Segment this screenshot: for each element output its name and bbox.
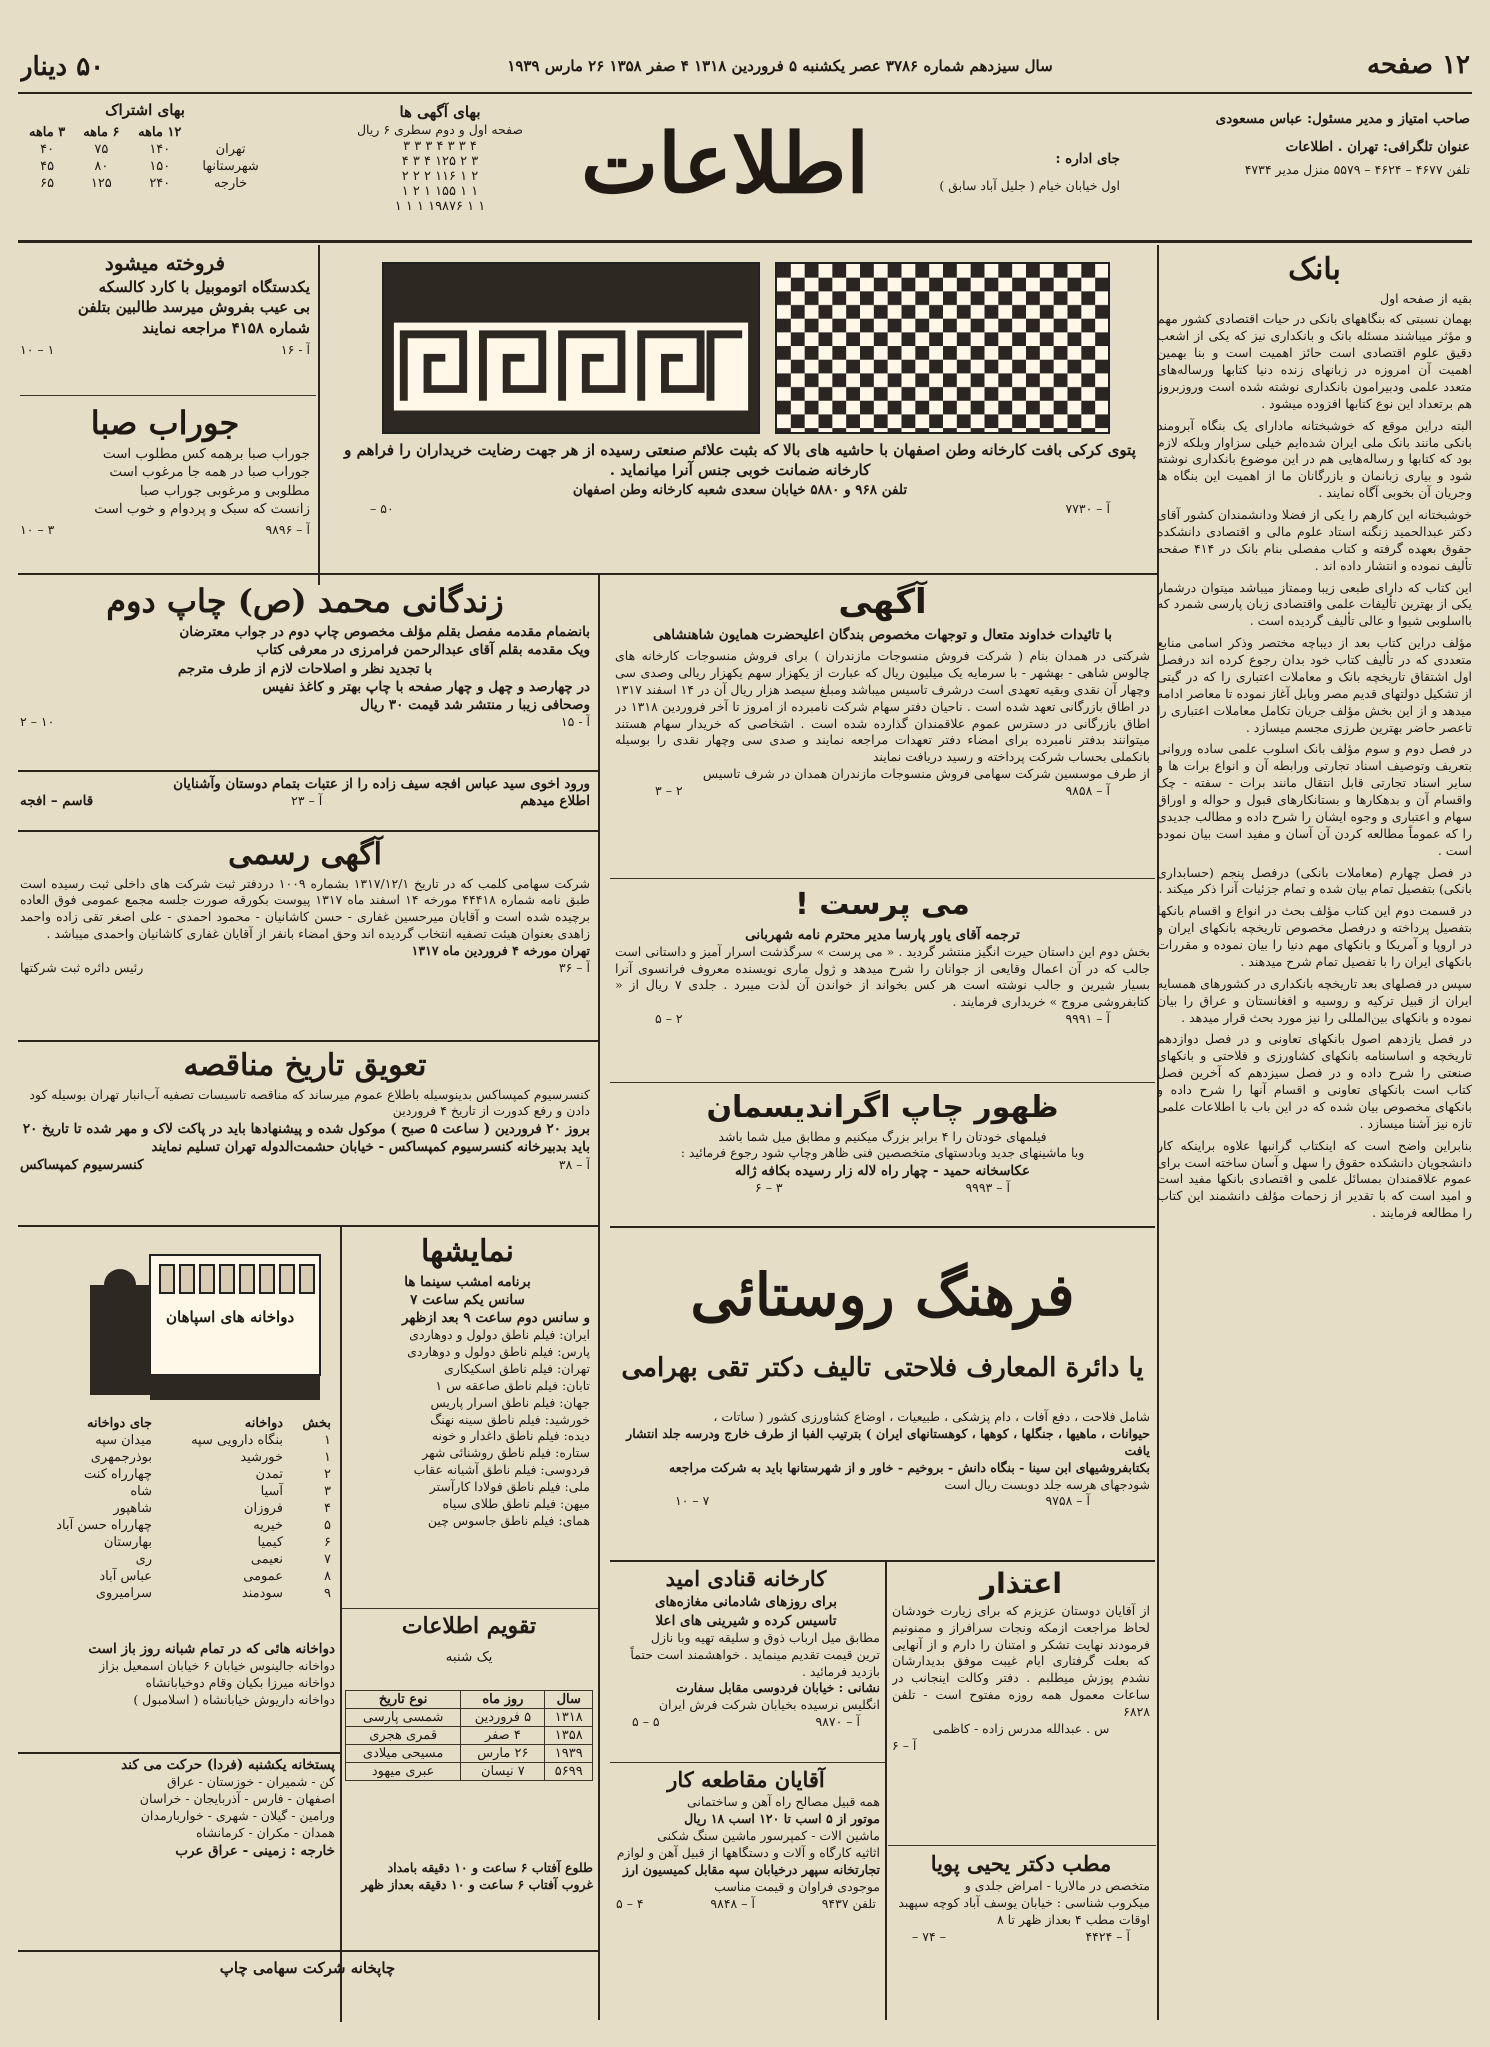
pharmacy-cell: کیمیا	[257, 1535, 284, 1550]
pharmacy-cell: فروزان	[243, 1501, 284, 1516]
pharmacy-cell: تمدن	[255, 1467, 284, 1482]
pharmacy-cell: سودمند	[241, 1586, 284, 1601]
taqvim-table	[345, 1690, 593, 1860]
masthead-bottom-rule	[18, 240, 1472, 243]
taqvim-cell: ۱۹۳۹	[545, 1745, 593, 1763]
pharmacy-cell: خورشید	[240, 1450, 284, 1465]
subs-row	[20, 175, 270, 192]
taqvim-row	[346, 1745, 593, 1763]
pharmacy-cell: ری	[135, 1552, 153, 1567]
pharmacy-cell: عمومی	[243, 1569, 284, 1584]
subs-cell: خارجه	[213, 176, 248, 192]
subs-cell: تهران	[215, 142, 246, 158]
pharmacy-row	[20, 1500, 335, 1517]
price: ۵۰ دینار	[20, 52, 105, 82]
pharmacy-cell: نعیمی	[250, 1552, 284, 1567]
printer-footer: چاپخانه شرکت سهامی چاپ	[219, 1959, 396, 1977]
divider	[888, 1845, 1156, 1846]
ad-rate-row: ۴ ۳ ۳ ۴ ۳ ۳ ۳	[403, 139, 477, 155]
namayeshha: نمایشها برنامه امشب سینما ها سانس یکم ساعت ۷ و سانس دوم ساعت ۹ بعد ازظهر ایران: فیلم ناطق دولول و دوهاردی پارس: فیلم ناطق دولول و دوهاردی تهران: فیلم ناطق اسکیکاری تابان: فیلم ناطق صاعقه س ۱ جهان: فیلم ناطق اسرار پاریس خورشید: فیلم ناطق سینه نهنگ دیده: فیلم ناطق داغدار و خونه ستاره: فیلم ناطق روشنائی شهر فردوسی: فیلم ناطق آشیانه عقاب ملی: فیلم ناطق فولادا کارآستر میهن: فیلم ناطق طلای سیاه همای: فیلم ناطق جاسوس چین	[345, 1232, 590, 1604]
divider	[18, 830, 598, 832]
taqvim-cell: ۲۶ مارس	[461, 1745, 545, 1763]
pharmacy-cell: شاهپور	[113, 1501, 153, 1516]
pharmacy-cell: ۷	[324, 1552, 331, 1567]
matab-ad: مطب دکتر یحیی پویا متخصص در مالاریا - امراض جلدی و میکروب شناسی : خیابان یوسف آباد کوچه سپهبد اوقات مطب ۴ بعداز ظهر تا ۸ آ – ۴۴۲۴ – ۷۴ –	[898, 1851, 1150, 1944]
subs-cell: ۱۴۰	[149, 142, 171, 158]
pharmacy-row	[20, 1517, 335, 1534]
pharmacy-table	[20, 1415, 335, 1640]
col-rule-4	[885, 1562, 887, 2020]
pharmacy-cell: چهارراه کنت	[84, 1467, 153, 1482]
section-rule	[18, 573, 1158, 575]
pharmacy-illustration: دواخانه های اسپاهان	[80, 1245, 325, 1405]
subs-cell: ۶۵	[40, 176, 55, 192]
taqvim-cell: ۴ صفر	[461, 1727, 545, 1745]
taqvim-cell: ۵ فروردین	[461, 1709, 545, 1727]
bank-title: بانک	[1288, 252, 1341, 287]
qannadi-ad: کارخانه قنادی امید برای روزهای شادمانی مغازه‌های تاسیس کرده و شیرینی های اعلا مطابق میل ارباب ذوق و سلیقه تهیه وبا نازل ترین قیمت تقدیم مینماید . خواهشمند است حتماً بازدید فرمائید . نشانی : خیابان فردوسی مقابل سفارت انگلیس نرسیده بخیابان شرکت فرش ایران آ – ۹۸۷۰ ۵ – ۵	[630, 1566, 880, 1730]
page-number	[1320, 48, 1470, 88]
taqvim-cell: ۱۳۱۸	[545, 1709, 593, 1727]
vorud-notice: ورود اخوی سید عباس افجه سیف زاده را از عتبات بتمام دوستان وآشنایان اطلاع میدهم آ – ۲۳ قاسم – افجه	[20, 776, 590, 810]
pharmacy-row	[20, 1585, 335, 1602]
divider	[610, 1082, 1155, 1083]
divider	[18, 770, 598, 772]
cinema-listing: ملی: فیلم ناطق فولادا کارآستر	[429, 1479, 590, 1495]
pharmacy-cell: سرامیروی	[95, 1586, 153, 1601]
subs-cell: ۴۰	[40, 142, 55, 158]
divider	[610, 878, 1155, 879]
pharmacy-header: بخش	[302, 1416, 331, 1431]
pharmacy-cell: ۶	[324, 1535, 331, 1550]
cinema-listing: فردوسی: فیلم ناطق آشیانه عقاب	[413, 1462, 590, 1478]
blanket-pattern-meander	[382, 262, 760, 434]
bank-paragraph: در فصل دوم و سوم مؤلف بانک اسلوب علمی ساده وروانی بتعریف وتوصیف اسناد تجارتی ورابطه آن و انواع برات ها و سایر اسناد تجارتی قابل انتقال مانند برات - سفته - چک واقسام آن و بدهکارها و بستانکارهای قبول و حواله و اوراق سهام و اعتباری و وجوه ایشان را شرح داده و مطالب جدیدی را که عموماً مطالعه کردن آن آسان و مفید است بیان نموده است .	[1157, 741, 1472, 858]
pharmacy-cell: عباس آباد	[99, 1569, 153, 1584]
pharmacy-row	[20, 1483, 335, 1500]
cinema-listing: جهان: فیلم ناطق اسرار پاریس	[430, 1394, 590, 1410]
taqvim-cell: عبری میهود	[346, 1763, 461, 1781]
zendegani-ad: زندگانی محمد (ص) چاپ دوم بانضمام مقدمه مفصل بقلم مؤلف مخصوص چاپ دوم در جواب معترضان ویک مقدمه بقلم آقای عبدالرحمن فرامرزی در معرفی کتاب با تجدید نظر و اصلاحات لازم از طرف مترجم در چهارصد و چهل و چهار صفحه با چاپ بهتر و کاغذ نفیس وصحافی زیبا ر منتشر شد قیمت ۳۰ ریال آ - ۱۵ ۱۰ – ۲	[20, 582, 590, 730]
taqvim: تقویم اطلاعات یک شنبه	[401, 1613, 537, 1665]
divider	[20, 395, 316, 396]
pharmacy-cell: بوذرجمهری	[90, 1450, 153, 1465]
pharmacy-open: دواخانه هائی که در تمام شبانه روز باز است دواخانه جالینوس خیابان ۶ خیابان اسمعیل بزاز دواخانه میرزا بکیان وقام دوخیابانشاه دواخانه داریوش خیابانشاه ( اسلامبول )	[88, 1641, 335, 1707]
taqvim-sun: طلوع آفتاب ۶ ساعت و ۱۰ دقیقه بامداد غروب آفتاب ۶ ساعت و ۱۰ دقیقه بعداز ظهر	[361, 1860, 593, 1892]
farhang-ad: فرهنگ روستائی یا دائرة المعارف فلاحتی تالیف دکتر تقی بهرامی شامل فلاحت ، دفع آفات ، دام پزشکی ، طبیعیات ، اوضاع کشاورزی کشور ( ساتات ، حیوانات ، ماهیها ، جنگلها ، کوهها ، کوهستانهای ایران ) بترتیب الفبا از طرف خارج ودرسه جلد انتشار یافت بکتابفروشیهای ابن سینا - بنگاه دانش - بروخیم - خاور و از شهرستانها باید به شرکت مراجعه شودجهای هرسه جلد دوبست ریال است آ – ۹۷۵۸ ۷ – ۱۰	[621, 1261, 1150, 1509]
subs-header	[191, 124, 270, 141]
bank-paragraph: در فصل یازدهم اصول بانکهای تعاونی و در فصل دوازدهم تاریخچه و اساسنامه بانکهای کشاورزی و فلاحتی و بانکهای صنعتی را شرح داده و در فصل سیزدهم که آخرین فصل کتاب است بانکهای تعاونی و اقسام آنها را شرح داده و بانکهای مخصوص بیان شده که در این باب با اطلاعات علمی تازه نیز آشنا میسازد .	[1157, 1031, 1472, 1131]
cinema-listing: پارس: فیلم ناطق دولول و دوهاردی	[407, 1344, 590, 1360]
blanket-pattern-checker	[775, 262, 1110, 434]
pharmacy-cell: ۳	[324, 1484, 331, 1499]
bank-paragraph: بهمان نسبتی که بنگاههای بانکی در حیات اقتصادی کشور مهم و مؤثر میباشند مسئله بانک و بانکداری نیز که یکی از اشعب دقیق علوم اقتصادی است حائز اهمیت است و بنا بهمین اهمیت آن امروزه در زبانهای زنده دنیا کتابها ورساله‌های متعدد علمی ودبیرامون بانکداری نوشته شده است وروزبروز هم برتعداد این نوع کتابها افزوده میشود .	[1157, 311, 1472, 411]
divider	[610, 1226, 1155, 1228]
taqvim-cell: مسیحی میلادی	[346, 1745, 461, 1763]
pharmacy-cell: ۴	[324, 1501, 331, 1516]
col-rule-2	[318, 245, 320, 585]
ad-rate-row: ۳ ۲ ۱۲۵ ۴ ۳ ۴	[401, 154, 479, 170]
bank-paragraph: البته دراین موقع که خوشبختانه مادارای یک بنگاه آبرومند بانکی مانند بانک ملی ایران شده‌ایم خیلی سزاوار وبلکه لازم بود که کتابها و رساله‌هایی هم در این موضوع بانکداری نوشته شود و بیاری زبانمان و بازرگانان ما از اهمیت این بنگاه ها وجریان آن بخوبی آگاه نمایند .	[1157, 417, 1472, 501]
taqvim-header: روز ماه	[461, 1691, 545, 1709]
agahi-rasmi: آگهی رسمی شرکت سهامی کلمب که در تاریخ ۱۳۱۷/۱۲/۱ بشماره ۱۰۰۹ دردفتر ثبت شرکت های داخلی ثبت رسیده است طبق نامه شماره ۴۴۴۱۸ مورخه ۱۴ اسفند ماه ۱۳۱۷ پیوست بکورقه صورت جلسه مجمع عمومی فوق العاده برچیده شده است و آقایان میرحسین غفاری - حسن کاشانیان - محمود احمدی - علی اصغر تقی زاده واحمد زاهدی بعنوان هیئت تصفیه انتخاب گردیده اند وحق امضاء بانفر از آقایان غفاری کاشانیان واحمدی میباشد . تهران مورخه ۴ فروردین ماه ۱۳۱۷ آ – ۳۶ رئیس دائره ثبت شرکتها	[20, 837, 590, 975]
forokhte-ad: فروخته میشود یکدستگاه اتوموبیل با کارد کالسکه بی عیب بفروش میرسد طالبین بتلفن شماره ۴۱۵۸ مراجعه نمایند آ - ۱۶ ۱ – ۱۰	[20, 251, 310, 357]
pharmacy-cell: ۲	[324, 1467, 331, 1482]
office: جای اداره : اول خیابان خیام ( جلیل آباد سابق )	[939, 151, 1120, 194]
pharmacy-row	[20, 1466, 335, 1483]
ad-rate-row: ۱ ۱ ۱۵۵ ۱ ۲ ۱	[401, 184, 479, 200]
moqatee-ad: آقایان مقاطعه کار همه قبیل مصالح راه آهن و ساختمانی موتور از ۵ اسب تا ۱۲۰ اسب ۱۸ ریال ماشین الات - کمپرسور ماشین سنگ شکنی اثاثیه کارگاه و آلات و دستگاهها از قبیل آهن و لوازم تجارتخانه سپهر درخیابان سپه مقابل کمیسیون ارز موجودی فراوان و قیمت مناسب تلفن ۹۴۳۷ آ – ۹۸۴۸ ۴ – ۵	[616, 1767, 880, 1911]
bank-paragraph: خوشبختانه این کارهم را یکی از فضلا ودانشمندان کشور آقای دکتر عبدالحمید زنگنه استاد علوم مالی و اقتصادی دانشکده حقوق بعهده گرفته و کتاب مفصلی بنام بانک در ۴۱۴ صفحه تألیف نموده و انتشار داده اند .	[1157, 507, 1472, 573]
cinema-listing: تهران: فیلم ناطق اسکیکاری	[444, 1360, 590, 1376]
cinema-listing: خورشید: فیلم ناطق سینه نهنگ	[430, 1411, 590, 1427]
subs-cell: ۷۵	[94, 142, 109, 158]
date-line: سال سیزدهم شماره ۳۷۸۶ عصر یکشنبه ۵ فروردین ۱۳۱۸ ۴ صفر ۱۳۵۸ ۲۶ مارس ۱۹۳۹	[507, 57, 1053, 75]
zohur-ad: ظهور چاپ اگراندیسمان فیلمهای خودتان را ۴ برابر بزرگ میکنیم و مطابق میل شما باشد وبا ماشینهای جدید وبادستهای متخصصین فنی ظاهر وچاپ شود رجوع فرمائید : عکاسخانه حمید - چهار راه لاله زار رسیده بکافه ژاله آ – ۹۹۹۳ ۳ – ۶	[680, 1090, 1085, 1196]
divider	[610, 1560, 1155, 1562]
cinema-listing: همای: فیلم ناطق جاسوس چین	[427, 1512, 590, 1528]
pharmacy-row	[20, 1551, 335, 1568]
subs-cell: ۱۲۵	[90, 176, 112, 192]
pharmacy-cell: ۱	[324, 1433, 331, 1448]
divider	[342, 1608, 598, 1609]
pharmacy-cell: ۵	[324, 1518, 331, 1533]
bank-article: بانک بقیه از صفحه اول بهمان نسبتی که بنگاههای بانکی در حیات اقتصادی کشور مهم و مؤثر میباشند مسئله بانک و بانکداری نیز که یکی از اشعب دقیق علوم اقتصادی است حائز اهمیت است و بنا بهمین اهمیت آن امروزه در زبانهای زنده دنیا کتابها ورساله‌های متعدد علمی ودبیرامون بانکداری نوشته شده است وروزبروز هم برتعداد این نوع کتابها افزوده میشود . البته دراین موقع که خوشبختانه مادارای یک بنگاه آبرومند بانکی مانند بانک ملی ایران شده‌ایم خیلی سزاوار وبلکه لازم بود که کتابها و رساله‌هایی هم در این موضوع بانکداری نوشته شود و بیاری زبانمان و بازرگانان ما از اهمیت این بنگاه ها وجریان آن بخوبی آگاه نمایند . خوشبختانه این کارهم را یکی از فضلا ودانشمندان کشور آقای دکتر عبدالحمید زنگنه استاد علوم مالی و اقتصادی دانشکده حقوق بعهده گرفته و کتاب مفصلی بنام بانک در ۴۱۴ صفحه تألیف نموده و انتشار داده اند . این کتاب که دارای طبعی زیبا وممتاز میباشد میتوان درشمار یکی از بهترین تألیفات علمی واقتصادی زبان پارسی شمرد که بااسلوبی شیوا و عالی تألیف گردیده است . مؤلف دراین کتاب بعد از دیباچه مختصر وذکر اسامی منابع متعددی که در تألیف کتاب خود بدان رجوع کرده اند درفصل اول اشتقاق تاریخچه بانک و معاملات اعتباری را که در گیتی از تشکیل دولتهای قدیم مصر وبابل آغاز نموده تا معاصر ادامه میدهد و از این بخش مؤلف جریان تکامل معاملات اعتباری را تاعصر حاضر بهترین طرزی مجسم میسازد . در فصل دوم و سوم مؤلف بانک اسلوب علمی ساده وروانی بتعریف وتوصیف اسناد تجارتی ورابطه آن و انواع برات ها و سایر اسناد تجارتی قابل انتقال مانند برات - سفته - چک واقسام آن و بدهکارها و بستانکارهای قبول و حواله و اوراق سهام و اعتباری و وجوه ایشان را شرح داده و مطالب جدیدی را که عموماً مطالعه کردن آن آسان و مفید است بیان نموده است . در فصل چهارم (معاملات بانکی) درفصل پنجم (حسابداری بانکی) بتفصیل تمام بیان شده و تمام جزئیات آنرا ذکر میکند . در قسمت دوم این کتاب مؤلف بحث در انواع و اقسام بانکها بتفصیل پرداخته و درفصل مخصوص تاریخچه بانکهای ایران و در اروپا و آمریکا و بانکهای مهم دنیا را بیان نموده و مقررات بانکهای ایران را با تفصیل تمام شرح میدهند . سپس در فصلهای بعد تاریخچه بانکداری در کشورهای همسایه ایران از قبیل ترکیه و روسیه و افغانستان و عراق را بیان نموده و بانکهای بین‌المللی را نیز مورد بحث قرار میدهد . در فصل یازدهم اصول بانکهای تعاونی و در فصل دوازدهم تاریخچه و اساسنامه بانکهای کشاورزی و فلاحتی و بانکهای صنعتی را شرح داده و در فصل سیزدهم که آخرین فصل کتاب است بانکهای تعاونی و اقسام آنها را شرح داده و بانکهای مخصوص بیان شده که در این باب با اطلاعات علمی تازه نیز آشنا میسازد . بنابراین واضح است که اینکتاب گرانبها علاوه براینکه کار دانشجویان دانشکده حقوق را سهل و آسان ساخته است برای عموم علاقمندان بمسائل علمی و اقتصادی بانکها مفید است و امید است که با تقدیر از زحمات مؤلف دانشمند این کتاب را مطالعه فرمایند .	[1157, 252, 1472, 1221]
masthead-top-rule	[18, 92, 1472, 94]
bank-paragraph: سپس در فصلهای بعد تاریخچه بانکداری در کشورهای همسایه ایران از قبیل ترکیه و روسیه و افغانستان و عراق را بیان نموده و بانکهای بین‌المللی را نیز مورد بحث قرار میدهد .	[1157, 975, 1472, 1025]
etezar-ad: اعتذار از آقایان دوستان عزیزم که برای زیارت خودشان لحاظ مراجعت ازمکه ونجات سرافراز و ممنونیم فرمودند نهایت تشکر و امتنان را دارم و از آنهایی که بعلت گرفتاری ایام غیبت موفق بدیدارشان نشدم پوزش میطلبم . دفتر وکالت اینجانب در ساعات معمول همه روزه مفتوح است - تلفن ۶۸۲۸ س . عبدالله مدرس زاده - کاظمی آ – ۶	[892, 1567, 1150, 1753]
patu-ad-text: پتوی کرکی بافت کارخانه وطن اصفهان با حاشیه های بالا که بثبت علائم صنعتی رسیده از هر جهت رضایت خریداران را فراهم و کارخانه ضمانت خوبی جنس آنرا میانماید . تلفن ۹۶۸ و ۵۸۸۰ خیابان سعدی شعبه کارخانه وطن اصفهان آ – ۷۷۳۰ ۵۰ –	[344, 441, 1136, 516]
col-rule-3	[598, 575, 600, 2020]
taqvim-row	[346, 1709, 593, 1727]
taqvim-row	[346, 1763, 593, 1781]
subs-header: ۳ ماهه	[28, 125, 66, 141]
tavigh-ad: تعویق تاریخ مناقصه کنسرسیوم کمپساکس بدینوسیله باطلاع عموم میرساند که مناقصه تاسیسات تصفیه آب‌انبار تهران بوسیله کود دادن و رفع کدورت از تاریخ ۴ فروردین بروز ۲۰ فروردین ( ساعت ۵ صبح ) موکول شده و پیشنهادها باید در پاکت لاک و مهر شده تا تاریخ ۲۰ باید بدبیرخانه کنسرسیوم کمپساکس - خیابان حشمت‌الدوله تهران تسلیم نمایند آ – ۳۸ کنسرسیوم کمپساکس	[20, 1048, 590, 1173]
subs-cell: ۲۴۰	[149, 176, 171, 192]
cinema-listing: دیده: فیلم ناطق داغدار و خونه	[431, 1428, 590, 1444]
pharmacy-cell: میدان سپه	[95, 1433, 153, 1448]
ad-rates: بهای آگهی ها صفحه اول و دوم سطری ۶ ریال ۴ ۳ ۳ ۴ ۳ ۳ ۳ ۳ ۲ ۱۲۵ ۴ ۳ ۴ ۲ ۱ ۱۱۶ ۲ ۲ ۲ ۱ ۱ ۱۵۵ ۱ ۲ ۱ ۱ ۱ ۱۹۸۷۶ ۱ ۱ ۱	[335, 102, 545, 232]
bank-paragraph: در قسمت دوم این کتاب مؤلف بحث در انواع و اقسام بانکها بتفصیل پرداخته و درفصل مخصوص تاریخچه بانکهای ایران و در اروپا و آمریکا و بانکهای مهم دنیا را بیان نموده و مقررات بانکهای ایران را با تفصیل تمام شرح میدهند .	[1157, 903, 1472, 969]
bank-paragraph: این کتاب که دارای طبعی زیبا وممتاز میباشد میتوان درشمار یکی از بهترین تألیفات علمی واقتصادی زبان پارسی شمرد که بااسلوبی شیوا و عالی تألیف گردیده است .	[1157, 579, 1472, 629]
pharmacy-row	[20, 1568, 335, 1585]
subscription: بهای اشتراک ۱۲ ماهه ۶ ماهه ۳ ماهه تهران ۱۴۰ ۷۵ ۴۰ شهرستانها ۱۵۰ ۸۰ ۴۵ خارجه ۲۴۰ ۱۲۵ ۶۵	[20, 100, 270, 230]
ad-rate-row: ۱ ۱ ۱۹۸۷۶ ۱ ۱ ۱	[394, 199, 486, 215]
cinema-listing: ایران: فیلم ناطق دولول و دوهاردی	[409, 1327, 590, 1343]
subs-cell: ۴۵	[40, 159, 55, 175]
pharmacy-cell: بهارستان	[103, 1535, 153, 1550]
taqvim-cell: قمری هجری	[346, 1727, 461, 1745]
divider	[18, 1040, 598, 1042]
pharmacy-header: جای دواخانه	[87, 1416, 153, 1431]
taqvim-cell: ۱۳۵۸	[545, 1727, 593, 1745]
pharmacy-row	[20, 1534, 335, 1551]
subs-row	[20, 158, 270, 175]
taqvim-row	[346, 1727, 593, 1745]
taqvim-cell: شمسی پارسی	[346, 1709, 461, 1727]
subs-header: ۶ ماهه	[83, 125, 120, 141]
taqvim-header: سال	[545, 1691, 593, 1709]
subs-cell: ۱۵۰	[149, 159, 171, 175]
pharmacy-row	[20, 1449, 335, 1466]
taqvim-cell: ۵۶۹۹	[545, 1763, 593, 1781]
pharmacy-cell: ۸	[324, 1569, 331, 1584]
pharmacy-cell: خیریه	[253, 1518, 284, 1533]
pharmacy-header: دواخانه	[244, 1416, 284, 1431]
masthead-info	[1140, 110, 1470, 220]
company-notice: آگهی با تائیدات خداوند متعال و توجهات مخصوص بندگان اعلیحضرت همایون شاهنشاهی شرکتی در همدان بنام ( شرکت فروش منسوجات مازندران ) برای فروش منسوجات کارخانه های چالوس شاهی - بهشهر - با سرمایه یک میلیون ریال که عبارت از یکهزار سهم یکهزار ریالی وصدی سی وچهار آن نقدی وبقیه تعهدی است درشرف تاسیس میباشد ومبلغ سیصد هزار ریال آن در ۱۴ اسفند ۱۳۱۷ در اطاق بازرگانی تعهد شده است . ناحیان دفتر سهام شرکت نامبرده از امروز تا آخر فروردین ۱۳۱۸ در اطاق بازرگانی در دسترس عموم علاقمندان گذارده شده است . اشخاصی که خریدار سهام هستند میتوانند بدفتر نامبرده برای امضاء دفتر تعهدات مراجعه نمایند و صدی سی وچهار نقدی را بوسیله بانکملی بحساب شرکت پرداخته و رسید دریافت نمایند از طرف موسسین شرکت سهامی فروش منسوجات مازندران همدان در شرف تاسیس آ – ۹۸۵۸ ۲ – ۳	[615, 582, 1150, 799]
pharmacy-cell: ۹	[324, 1586, 331, 1601]
pharmacy-cell: بنگاه دارویی سپه	[191, 1433, 284, 1448]
subs-cell: شهرستانها	[202, 159, 259, 175]
bank-paragraph: مؤلف دراین کتاب بعد از دیباچه مختصر وذکر اسامی منابع متعددی که در تألیف کتاب خود بدان رجوع کرده اند درفصل اول اشتقاق تاریخچه بانک و معاملات اعتباری را که در گیتی از تشکیل دولتهای قدیم مصر وبابل آغاز نموده تا معاصر ادامه میدهد و از این بخش مؤلف جریان تکامل معاملات اعتباری را تاعصر حاضر بهترین طرزی مجسم میسازد .	[1157, 635, 1472, 735]
telegraph: عنوان تلگرافی: تهران . اطلاعات	[1285, 139, 1470, 156]
divider	[18, 1950, 598, 1952]
pharmacy-row	[20, 1432, 335, 1449]
page-label: ۱۲ صفحه	[1367, 50, 1470, 80]
bank-paragraph: در فصل چهارم (معاملات بانکی) درفصل پنجم (حسابداری بانکی) بتفصیل تمام بیان شده و تمام جزئیات آنرا ذکر میکند .	[1157, 864, 1472, 897]
divider	[610, 1762, 886, 1763]
cinema-listing: ستاره: فیلم ناطق روشنائی شهر	[422, 1445, 590, 1461]
subs-cell: ۸۰	[94, 159, 109, 175]
meiparast-ad: می پرست ! ترجمه آقای یاور پارسا مدیر محترم نامه شهربانی بخش دوم این داستان حیرت انگیز منتشر گردید . « می پرست » سرگذشت اسرار آمیز و داستانی است جالب که در آن اعمال وقایعی از جوانان را شرح میدهد و ژول ماری نویسنده معروف فرانسوی آنرا بسیار شیرین و جالب نوشته است هر کس بخواند از خواندن آن لذت میبرد . جلدی ۷ ریال از « کتابفروشی مروج » خریداری فرمایند . آ – ۹۹۹۱ ۲ – ۵	[615, 887, 1150, 1027]
bank-paragraph: بنابراین واضح است که اینکتاب گرانبها علاوه براینکه کار دانشجویان دانشکده حقوق را سهل و آسان ساخته است برای عموم علاقمندان بمسائل علمی و اقتصادی بانکها مفید است و امید است که با تقدیر از زحمات مؤلف دانشمند این کتاب را مطالعه فرمایند .	[1157, 1137, 1472, 1221]
col-rule-5	[340, 1227, 342, 2022]
divider	[18, 1752, 340, 1754]
owner: صاحب امتیاز و مدیر مسئول: عباس مسعودی	[1215, 111, 1470, 127]
pharmacy-cell: شاه	[130, 1484, 153, 1499]
pharmacy-cell: آسیا	[260, 1484, 284, 1499]
taqvim-cell: ۷ نیسان	[461, 1763, 545, 1781]
cinema-listing: میهن: فیلم ناطق طلای سیاه	[442, 1495, 590, 1511]
taqvim-header: نوع تاریخ	[346, 1691, 461, 1709]
cinema-listing: تابان: فیلم ناطق صاعقه س ۱	[435, 1377, 590, 1393]
jorab-ad: جوراب صبا جوراب صبا برهمه کس مطلوب است جوراب صبا در همه جا مرغوب است مطلوبی و مرغوبی جوراب صبا زانست که سبک و پردوام و خوب است آ – ۹۸۹۶ ۳ – ۱۰	[20, 404, 310, 538]
pharmacy-cell: چهارراه حسن آباد	[56, 1518, 153, 1533]
pharmacy-cell: ۱	[324, 1450, 331, 1465]
post-schedule: پستخانه یکشنبه (فردا) حرکت می کند کن - شمیران - خوزستان - عراق اصفهان - فارس - آذربایجان - خراسان ورامین - گیلان - شهری - خواربارمدان همدان - مکران - کرمانشاه خارجه : زمینی - عراق عرب	[121, 1757, 335, 1859]
ad-rate-row: ۲ ۱ ۱۱۶ ۲ ۲ ۲	[401, 169, 479, 185]
subs-row	[20, 141, 270, 158]
newspaper-title: اطلاعات	[580, 116, 870, 212]
phones: تلفن ۴۶۷۷ – ۴۶۲۴ – ۵۵۷۹ منزل مدیر ۴۷۳۴	[1244, 162, 1470, 178]
divider	[18, 1225, 598, 1227]
subs-header: ۱۲ ماهه	[138, 125, 182, 141]
